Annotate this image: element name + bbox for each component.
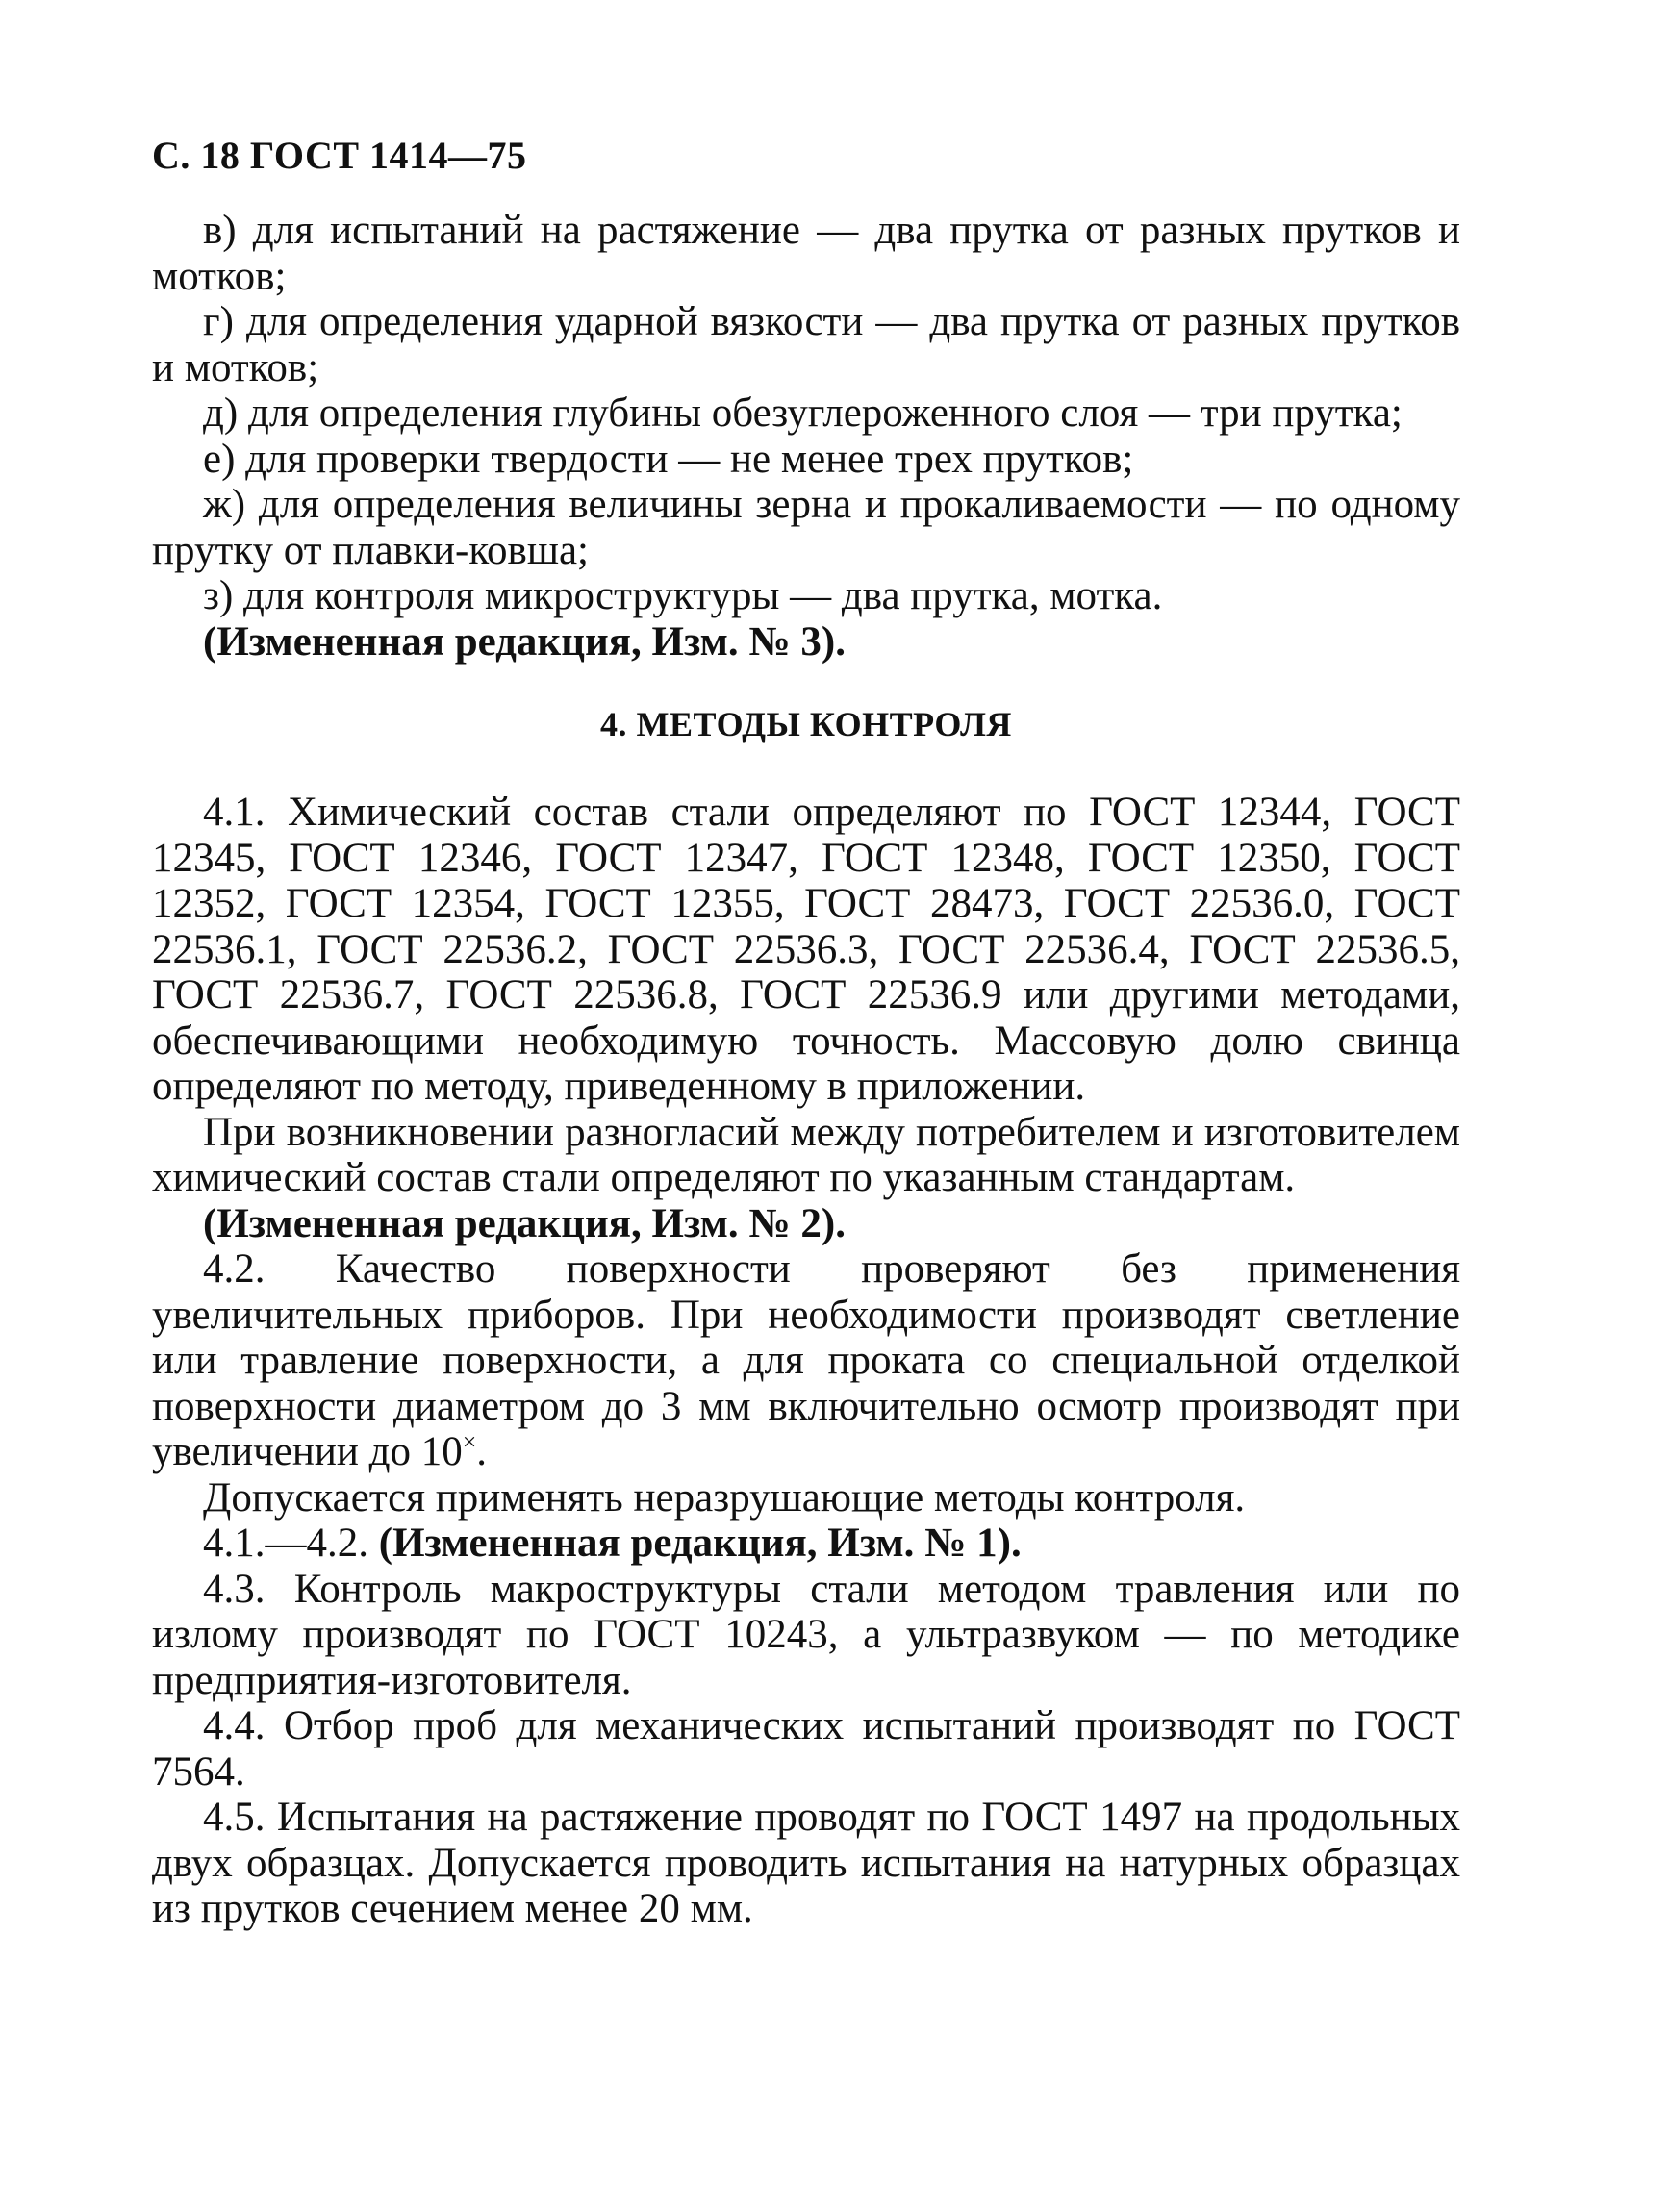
list-block [152, 208, 1460, 665]
paragraph-4-2-text: 4.2. Качество поверхности проверяют без применения увеличительных приборов. При необходимости производят светление или травление поверхности, а для проката со специальной отделкой поверхности диаметром до 3 мм включительно осмотр производят при увеличении до 10 [152, 1246, 1460, 1474]
section-title: 4. МЕТОДЫ КОНТРОЛЯ [600, 705, 1012, 743]
page-header: С. 18 ГОСТ 1414—75 [152, 134, 527, 177]
section-body [152, 790, 1460, 1932]
paragraph-4-1-4-2 [152, 1521, 1460, 1567]
paragraph-4-3: 4.3. Контроль макроструктуры стали методом травления или по излому производят по ГОСТ 10243, а ультразвуком — по методике предприятия-изготовителя. [152, 1566, 1460, 1703]
list-item-v: в) для испытаний на растяжение — два прутка от разных прутков и мотков; [152, 208, 1460, 299]
paragraph-4-2 [152, 1246, 1460, 1475]
list-item-g: г) для определения ударной вязкости — два прутка от разных прутков и мотков; [152, 299, 1460, 390]
paragraph-4-1-4-2-prefix: 4.1.—4.2. [203, 1521, 379, 1566]
magnification-sign: × [462, 1427, 477, 1456]
paragraph-disagreements: При возникновении разногласий между потребителем и изготовителем химический состав стали определяют по указанным стандартам. [152, 1109, 1460, 1200]
list-item-e: е) для проверки твердости — не менее трех прутков; [203, 436, 1134, 482]
paragraph-nondestructive: Допускается применять неразрушающие методы контроля. [203, 1474, 1246, 1521]
list-item-d: д) для определения глубины обезуглероженного слоя — три прутка; [203, 390, 1403, 436]
paragraph-4-5: 4.5. Испытания на растяжение проводят по ГОСТ 1497 на продольных двух образцах. Допускается проводить испытания на натурных образцах из прутков сечением менее 20 мм. [152, 1795, 1460, 1931]
list-item-z: з) для контроля микроструктуры — два прутка, мотка. [203, 573, 1163, 618]
paragraph-4-2-end: . [476, 1429, 488, 1474]
revision-note-1: (Измененная редакция, Изм. № 1). [378, 1521, 1022, 1566]
revision-note-2: (Измененная редакция, Изм. № 2). [203, 1200, 846, 1246]
revision-note-3: (Измененная редакция, Изм. № 3). [203, 618, 846, 665]
document-page [152, 133, 1460, 1932]
paragraph-4-4: 4.4. Отбор проб для механических испытаний производят по ГОСТ 7564. [152, 1703, 1460, 1795]
list-item-zh: ж) для определения величины зерна и прокаливаемости — по одному прутку от плавки-ковша; [152, 482, 1460, 573]
paragraph-4-1: 4.1. Химический состав стали определяют по ГОСТ 12344, ГОСТ 12345, ГОСТ 12346, ГОСТ 12347, ГОСТ 12348, ГОСТ 12350, ГОСТ 12352, ГОСТ 12354, ГОСТ 12355, ГОСТ 28473, ГОСТ 22536.0, ГОСТ 22536.1, ГОСТ 22536.2, ГОСТ 22536.3, ГОСТ 22536.4, ГОСТ 22536.5, ГОСТ 22536.7, ГОСТ 22536.8, ГОСТ 22536.9 или другими методами, обеспечивающими необходимую точность. Массовую долю свинца определяют по методу, приведенному в приложении. [152, 790, 1460, 1109]
